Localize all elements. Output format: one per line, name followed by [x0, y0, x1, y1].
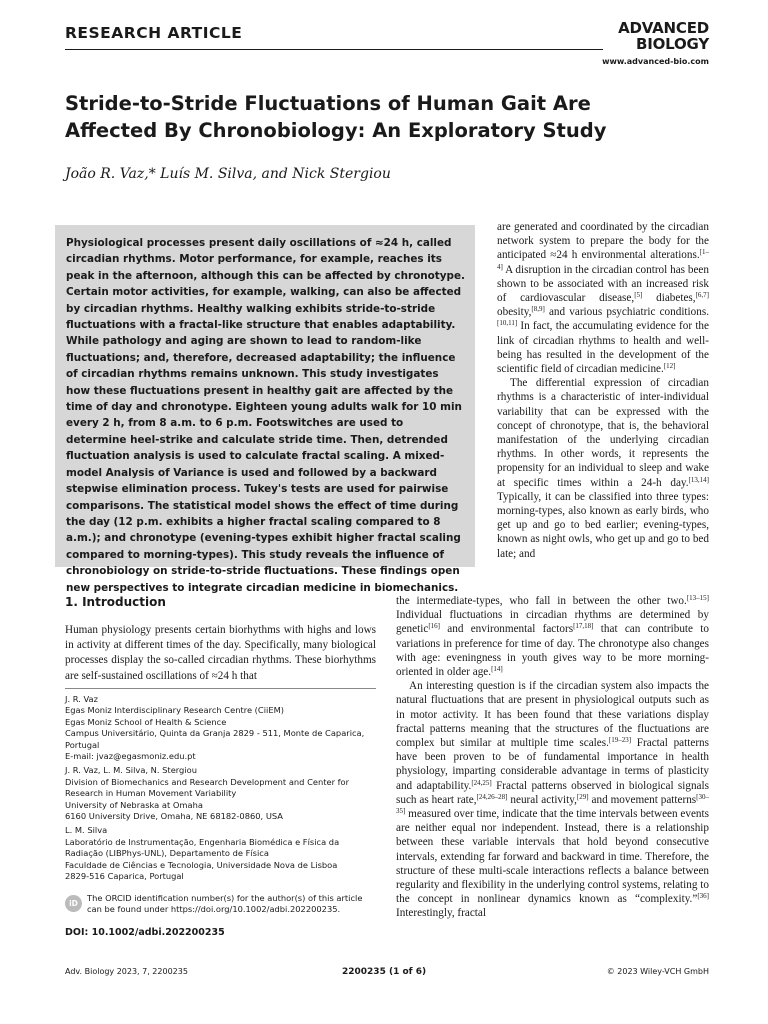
doi-link[interactable]: DOI: 10.1002/adbi.202200235	[65, 927, 225, 938]
body-text: and movement patterns	[588, 793, 697, 806]
abstract-box	[55, 225, 475, 594]
body-text: and various psychiatric conditions.	[544, 306, 709, 319]
article-title: Stride-to-Stride Fluctuations of Human Gait Are Affected By Chronobiology: An Exploratory Study	[65, 92, 607, 142]
citation-ref[interactable]: [24,26–28]	[476, 792, 508, 801]
body-text: An interesting question is if the circadian system also impacts the natural fluctuations that are present in physiological outputs such as in motor activity. It has been found that these variations display fractal patterns meaning that the structures of the fluctuations are complex but similar at multiple time scales.	[396, 680, 709, 750]
article-type-label: RESEARCH ARTICLE	[65, 24, 243, 42]
header-rule	[65, 49, 603, 50]
citation-ref[interactable]: [16]	[428, 622, 440, 631]
journal-url-link[interactable]: www.advanced-bio.com	[602, 57, 709, 66]
author-list: João R. Vaz,* Luís M. Silva, and Nick Stergiou	[65, 166, 391, 182]
citation-ref[interactable]: [13,14]	[688, 475, 709, 484]
citation-ref[interactable]: [5]	[634, 291, 643, 300]
affiliation-1: J. R. Vaz Egas Moniz Interdisciplinary Research Centre (CiiEM) Egas Moniz School of Health & Science Campus Universitário, Quinta da Granja 2829 - 511, Monte de Caparica, Portugal E-mail: jvaz@egasmoniz.edu.pt	[65, 694, 365, 762]
body-text: and environmental factors	[439, 623, 574, 636]
right-column-upper	[497, 220, 709, 561]
body-paragraph-2	[497, 376, 709, 561]
citation-ref[interactable]: [29]	[576, 792, 589, 801]
citation-ref[interactable]: [17,18]	[573, 622, 594, 631]
body-text: that can contribute to variations in preference for time of day. The chronotype also changes with age: eveningness in youth gives way to be more morning-oriented in older age.	[396, 623, 709, 679]
right-column-lower	[396, 594, 709, 921]
citation-ref[interactable]: [19–23]	[608, 736, 632, 745]
abstract-text: Physiological processes present daily oscillations of ≈24 h, called circadian rhythms. Motor performance, for example, reaches its peak in the afternoon, although this can be affected by chronotype. Certain motor activities, for example, walking, can also be affected by circadian rhythms. Healthy walking exhibits stride-to-stride fluctuations with a fractal-like structure that enables adaptability. While pathology and aging are shown to lead to random-like fluctuations; and, therefore, decreased adaptability; the influence of circadian rhythms remains unknown. This study investigates how these fluctuations present in healthy gait are affected by the time of day and chronotype. Eighteen young adults walk for 10 min every 2 h, from 8 a.m. to 6 p.m. Footswitches are used to determine heel-strike and calculate stride time. Then, detrended fluctuation analysis is used to calculate fractal scaling. A mixed-model Analysis of Variance is used and followed by a backward stepwise elimination process. Tukey's tests are used for pairwise comparisons. The statistical model shows the effect of time during the day (12 p.m. exhibits a higher fractal scaling compared to 8 a.m.); and chronotype (evening-types exhibit higher fractal scaling compared to morning-types). This study reveals the influence of chronobiology on stride-to-stride fluctuations. These findings open new perspectives to integrate circadian medicine in biomechanics.	[66, 237, 465, 594]
body-paragraph-1	[497, 220, 709, 376]
orcid-icon: iD	[65, 895, 82, 912]
body-text: Fractal patterns observed in biological signals such as heart rate,	[396, 779, 709, 806]
citation-ref[interactable]: [6,7]	[695, 291, 709, 300]
journal-logo[interactable]	[618, 20, 709, 52]
affiliation-3: L. M. Silva Laboratório de Instrumentação, Engenharia Biomédica e Física da Radiação (LIBPhys-UNL), Departamento de Física Faculdade de Ciências e Tecnologia, Universidade Nova de Lisboa 2829-516 Caparica, Portugal	[65, 825, 340, 882]
page-footer	[65, 967, 709, 981]
body-text: In fact, the accumulating evidence for the link of circadian rhythms to health and well-being has resulted in the development of the scientific field of circadian medicine.	[497, 320, 709, 376]
journal-logo-line2: BIOLOGY	[636, 35, 709, 53]
body-text: A disruption in the circadian control has been shown to be associated with an increased risk of cardiovascular disease,	[497, 263, 709, 305]
affiliation-2: J. R. Vaz, L. M. Silva, N. Stergiou Division of Biomechanics and Research Development and Center for Research in Human Movement Variability University of Nebraska at Omaha 6160 University Drive, Omaha, NE 68182-0860, USA	[65, 765, 350, 822]
citation-ref[interactable]: [13–15]	[686, 594, 709, 602]
citation-ref[interactable]: [24,25]	[471, 778, 492, 787]
orcid-text[interactable]: The ORCID identification number(s) for the author(s) of this article can be found under https://doi.org/10.1002/adbi.202200235.	[87, 893, 363, 915]
section-heading-introduction: 1. Introduction	[65, 595, 166, 609]
citation-ref[interactable]: [1–4]	[497, 248, 709, 271]
body-text: diabetes,	[642, 292, 696, 305]
footer-page-number: 2200235 (1 of 6)	[342, 967, 427, 977]
body-text: Interestingly, fractal	[396, 907, 486, 920]
affiliations-block	[65, 694, 376, 886]
body-paragraph-2-continued	[396, 594, 709, 679]
body-text: the intermediate-types, who fall in between the other two.	[396, 595, 687, 607]
citation-ref[interactable]: [10,11]	[497, 319, 518, 328]
body-text: Fractal patterns have been proven to be of fundamental importance in health physiology, imparting considerable advantage in terms of plasticity and adaptability.	[396, 737, 709, 792]
journal-logo-line1: ADVANCED	[618, 19, 709, 37]
citation-ref[interactable]: [12]	[663, 362, 676, 371]
page-header	[65, 20, 709, 70]
body-text: Individual fluctuations in circadian rhythms are determined by genetic	[396, 609, 709, 636]
body-text: Typically, it can be classified into three types: morning-types, also known as early birds, who get up and go to bed earlier; evening-types, known as night owls, who get up and go to bed late; and	[497, 490, 709, 560]
orcid-note	[65, 893, 376, 919]
citation-ref[interactable]: [14]	[491, 665, 503, 674]
body-text: are generated and coordinated by the circadian network system to prepare the body for the anticipated ≈24 h environmental alterations.	[497, 221, 709, 262]
citation-ref[interactable]: [36]	[697, 892, 709, 901]
footer-citation: Adv. Biology 2023, 7, 2200235	[65, 967, 188, 976]
body-text: neural activity,	[507, 793, 577, 806]
body-text: obesity,	[497, 306, 532, 319]
citation-ref[interactable]: [8,9]	[531, 305, 545, 314]
body-text: measured over time, indicate that the time intervals between events are neither equal nor independent. Instead, there is a relationship between these variable intervals that hold beyond consecutive intervals, extending far forward and backward in time. Therefore, the structure of these multi-scale interactions reflects a balance between regularity and flexibility in the underlying control systems, relating to the concept in nonlinear dynamics known as “complexity.”	[396, 808, 709, 906]
body-paragraph-3	[396, 679, 709, 920]
intro-paragraph: Human physiology presents certain biorhythms with highs and lows in activity at different times of the day. Specifically, many biological processes display the so-called circadian rhythms. These biorhythms are self-sustained oscillations of ≈24 h that	[65, 624, 376, 682]
affiliation-rule	[65, 688, 376, 689]
footer-copyright: © 2023 Wiley-VCH GmbH	[606, 967, 709, 976]
body-text: The differential expression of circadian rhythms is a characteristic of inter-individual variability that can be expressed with the concept of chronotype, that is, the behavioral manifestation of the underlying circadian rhythms. In other words, it represents the propensity for an individual to sleep and wake at specific times within a 24-h day.	[497, 377, 709, 489]
citation-ref[interactable]: [30–35]	[396, 792, 710, 816]
